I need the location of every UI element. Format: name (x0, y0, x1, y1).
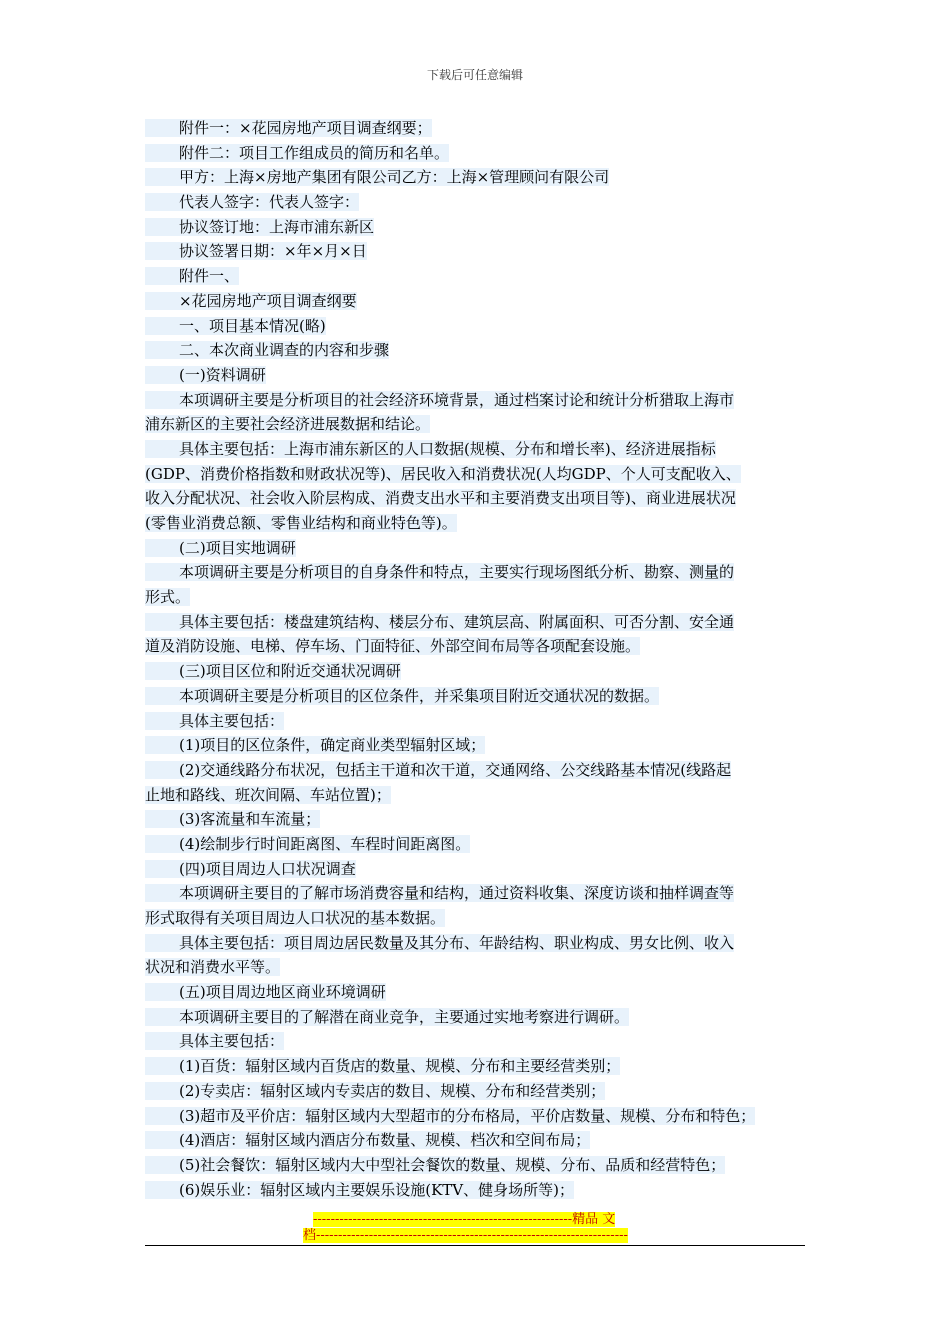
text-line-text: 附件二：项目工作组成员的简历和名单。 (179, 143, 450, 162)
text-line-content: 形式。 (145, 588, 191, 607)
text-line-text: (5)社会餐饮：辐射区域内大中型社会餐饮的数量、规模、分布、品质和经营特色； (179, 1155, 726, 1174)
text-line-content (145, 1131, 590, 1149)
text-line-content (145, 712, 284, 730)
text-line (145, 906, 817, 931)
text-line-text: 具体主要包括： (179, 711, 285, 730)
text-line-content (145, 144, 449, 162)
text-line-content (145, 440, 716, 458)
text-line-content: 收入分配状况、社会收入阶层构成、消费支出水平和主要消费支出项目等)、商业进展状况 (145, 489, 736, 508)
text-line-text: 一、项目基本情况(略) (179, 316, 326, 335)
text-line-text: (一)资料调研 (179, 365, 266, 384)
text-line (145, 412, 817, 437)
text-line-text: 协议签署日期：×年×月×日 (179, 242, 367, 261)
text-line-text: (四)项目周边人口状况调查 (179, 859, 356, 878)
text-line (145, 634, 817, 659)
text-line (145, 1178, 817, 1203)
text-line-content: 形式取得有关项目周边人口状况的基本数据。 (145, 909, 446, 927)
text-line-content (145, 613, 734, 631)
text-line-content (145, 810, 320, 828)
text-line-content (145, 1156, 725, 1174)
text-line-content (145, 860, 356, 878)
footer-watermark-line-2: 档----------------------------------------------------------------------- (303, 1228, 628, 1243)
text-line-text: 本项调研主要目的了解市场消费容量和结构，通过资料收集、深度访谈和抽样调查等 (179, 884, 735, 903)
text-line-content (145, 218, 374, 236)
text-line (145, 1054, 817, 1079)
text-line (145, 807, 817, 832)
text-line-content: 状况和消费水平等。 (145, 958, 281, 977)
text-line (145, 437, 817, 462)
document-body (145, 116, 817, 1202)
text-line-content (145, 1008, 629, 1026)
text-line (145, 1128, 817, 1153)
text-line-text: (2)专卖店：辐射区域内专卖店的数目、规模、分布和经营类别； (179, 1081, 606, 1100)
text-line (145, 314, 817, 339)
text-line-content (145, 563, 734, 581)
text-line-text: 二、本次商业调查的内容和步骤 (179, 341, 390, 360)
text-line-content: (GDP、消费价格指数和财政状况等)、居民收入和消费状况(人均GDP、个人可支配收入、 (145, 464, 741, 483)
text-line (145, 363, 817, 388)
text-line-text: 本项调研主要是分析项目的社会经济环境背景，通过档案讨论和统计分析猎取上海市 (179, 390, 735, 409)
text-line-content: 浦东新区的主要社会经济进展数据和结论。 (145, 415, 431, 434)
text-line (145, 659, 817, 684)
text-line-text: 甲方：上海×房地产集团有限公司乙方：上海×管理顾问有限公司 (179, 168, 610, 187)
text-line-text: (4)绘制步行时间距离图、车程时间距离图。 (179, 834, 471, 853)
page-footer (145, 1212, 817, 1244)
footer-watermark-line-1: -----------------------------------------------------------精品 文 (313, 1212, 616, 1227)
text-line-text: (五)项目周边地区商业环境调研 (179, 983, 386, 1002)
text-line (145, 684, 817, 709)
text-line (145, 758, 817, 783)
text-line-content (145, 341, 389, 359)
text-line-text: (1)百货：辐射区域内百货店的数量、规模、分布和主要经营类别； (179, 1057, 621, 1076)
text-line (145, 1153, 817, 1178)
text-line (145, 190, 817, 215)
text-line-content (145, 1082, 605, 1100)
text-line-text: (三)项目区位和附近交通状况调研 (179, 662, 401, 681)
text-line-text: 代表人签字：代表人签字： (179, 193, 360, 212)
text-line-content (145, 391, 734, 409)
text-line (145, 388, 817, 413)
text-line-text: (3)客流量和车流量； (179, 810, 321, 829)
text-line (145, 116, 817, 141)
text-line (145, 610, 817, 635)
text-line-text: (6)娱乐业：辐射区域内主要娱乐设施(KTV、健身场所等)； (179, 1180, 574, 1199)
text-line-text: (二)项目实地调研 (179, 538, 296, 557)
text-line-text: (4)酒店：辐射区域内酒店分布数量、规模、档次和空间布局； (179, 1131, 591, 1150)
text-line (145, 536, 817, 561)
text-line (145, 141, 817, 166)
text-line-content (145, 539, 296, 557)
text-line-text: 协议签订地：上海市浦东新区 (179, 217, 375, 236)
text-line (145, 955, 817, 980)
text-line-text: (3)超市及平价店：辐射区域内大型超市的分布格局，平价店数量、规模、分布和特色； (179, 1106, 756, 1125)
text-line-content (145, 366, 266, 384)
text-line (145, 338, 817, 363)
footer-divider (145, 1245, 805, 1246)
text-line (145, 857, 817, 882)
page-header: 下载后可任意编辑 (426, 68, 523, 82)
text-line-content (145, 736, 485, 754)
text-line-content (145, 662, 401, 680)
text-line-content (145, 1107, 755, 1125)
text-line (145, 1104, 817, 1129)
text-line (145, 980, 817, 1005)
text-line (145, 264, 817, 289)
text-line (145, 832, 817, 857)
text-line-text: 具体主要包括： (179, 1032, 285, 1051)
text-line-content (145, 761, 731, 779)
text-line-text: (1)项目的区位条件，确定商业类型辐射区域； (179, 736, 486, 755)
text-line (145, 783, 817, 808)
text-line-content (145, 168, 609, 186)
text-line (145, 511, 817, 536)
text-line (145, 881, 817, 906)
text-line-content (145, 983, 386, 1001)
text-line-content (145, 317, 326, 335)
text-line-content (145, 193, 359, 211)
text-line-text: 附件一、 (179, 267, 240, 286)
text-line-content (145, 934, 734, 952)
text-line (145, 585, 817, 610)
text-line-content (145, 1181, 574, 1199)
text-line-text: (2)交通线路分布状况，包括主干道和次干道，交通网络、公交线路基本情况(线路起 (179, 760, 732, 779)
text-line-content (145, 242, 367, 260)
text-line-text: 本项调研主要是分析项目的区位条件，并采集项目附近交通状况的数据。 (179, 686, 660, 705)
text-line (145, 165, 817, 190)
text-line (145, 1029, 817, 1054)
text-line-content (145, 1032, 284, 1050)
text-line-content: 止地和路线、班次间隔、车站位置)； (145, 785, 391, 804)
text-line-text: 本项调研主要是分析项目的自身条件和特点，主要实行现场图纸分析、勘察、测量的 (179, 563, 735, 582)
text-line-content: (零售业消费总额、零售业结构和商业特色等)。 (145, 514, 457, 532)
text-line (145, 931, 817, 956)
text-line (145, 733, 817, 758)
text-line (145, 1079, 817, 1104)
text-line (145, 239, 817, 264)
text-line (145, 462, 817, 487)
text-line-text: 具体主要包括：上海市浦东新区的人口数据(规模、分布和增长率)、经济进展指标 (179, 439, 716, 458)
text-line-content (145, 884, 734, 902)
text-line-content (145, 267, 239, 285)
text-line (145, 289, 817, 314)
text-line-text: 具体主要包括：项目周边居民数量及其分布、年龄结构、职业构成、男女比例、收入 (179, 933, 735, 952)
text-line-text: 本项调研主要目的了解潜在商业竞争，主要通过实地考察进行调研。 (179, 1007, 630, 1026)
text-line-content (145, 119, 432, 137)
text-line (145, 215, 817, 240)
text-line-text: 附件一：×花园房地产项目调查纲要； (179, 119, 432, 137)
text-line-content (145, 292, 357, 310)
text-line (145, 1005, 817, 1030)
text-line-content (145, 835, 470, 853)
text-line-text: 具体主要包括：楼盘建筑结构、楼层分布、建筑层高、附属面积、可否分割、安全通 (179, 612, 735, 631)
text-line (145, 486, 817, 511)
text-line-content: 道及消防设施、电梯、停车场、门面特征、外部空间布局等各项配套设施。 (145, 637, 641, 656)
text-line (145, 709, 817, 734)
text-line (145, 560, 817, 585)
text-line-content (145, 1057, 620, 1075)
text-line-text: ×花园房地产项目调查纲要 (179, 291, 357, 310)
text-line-content (145, 687, 659, 705)
